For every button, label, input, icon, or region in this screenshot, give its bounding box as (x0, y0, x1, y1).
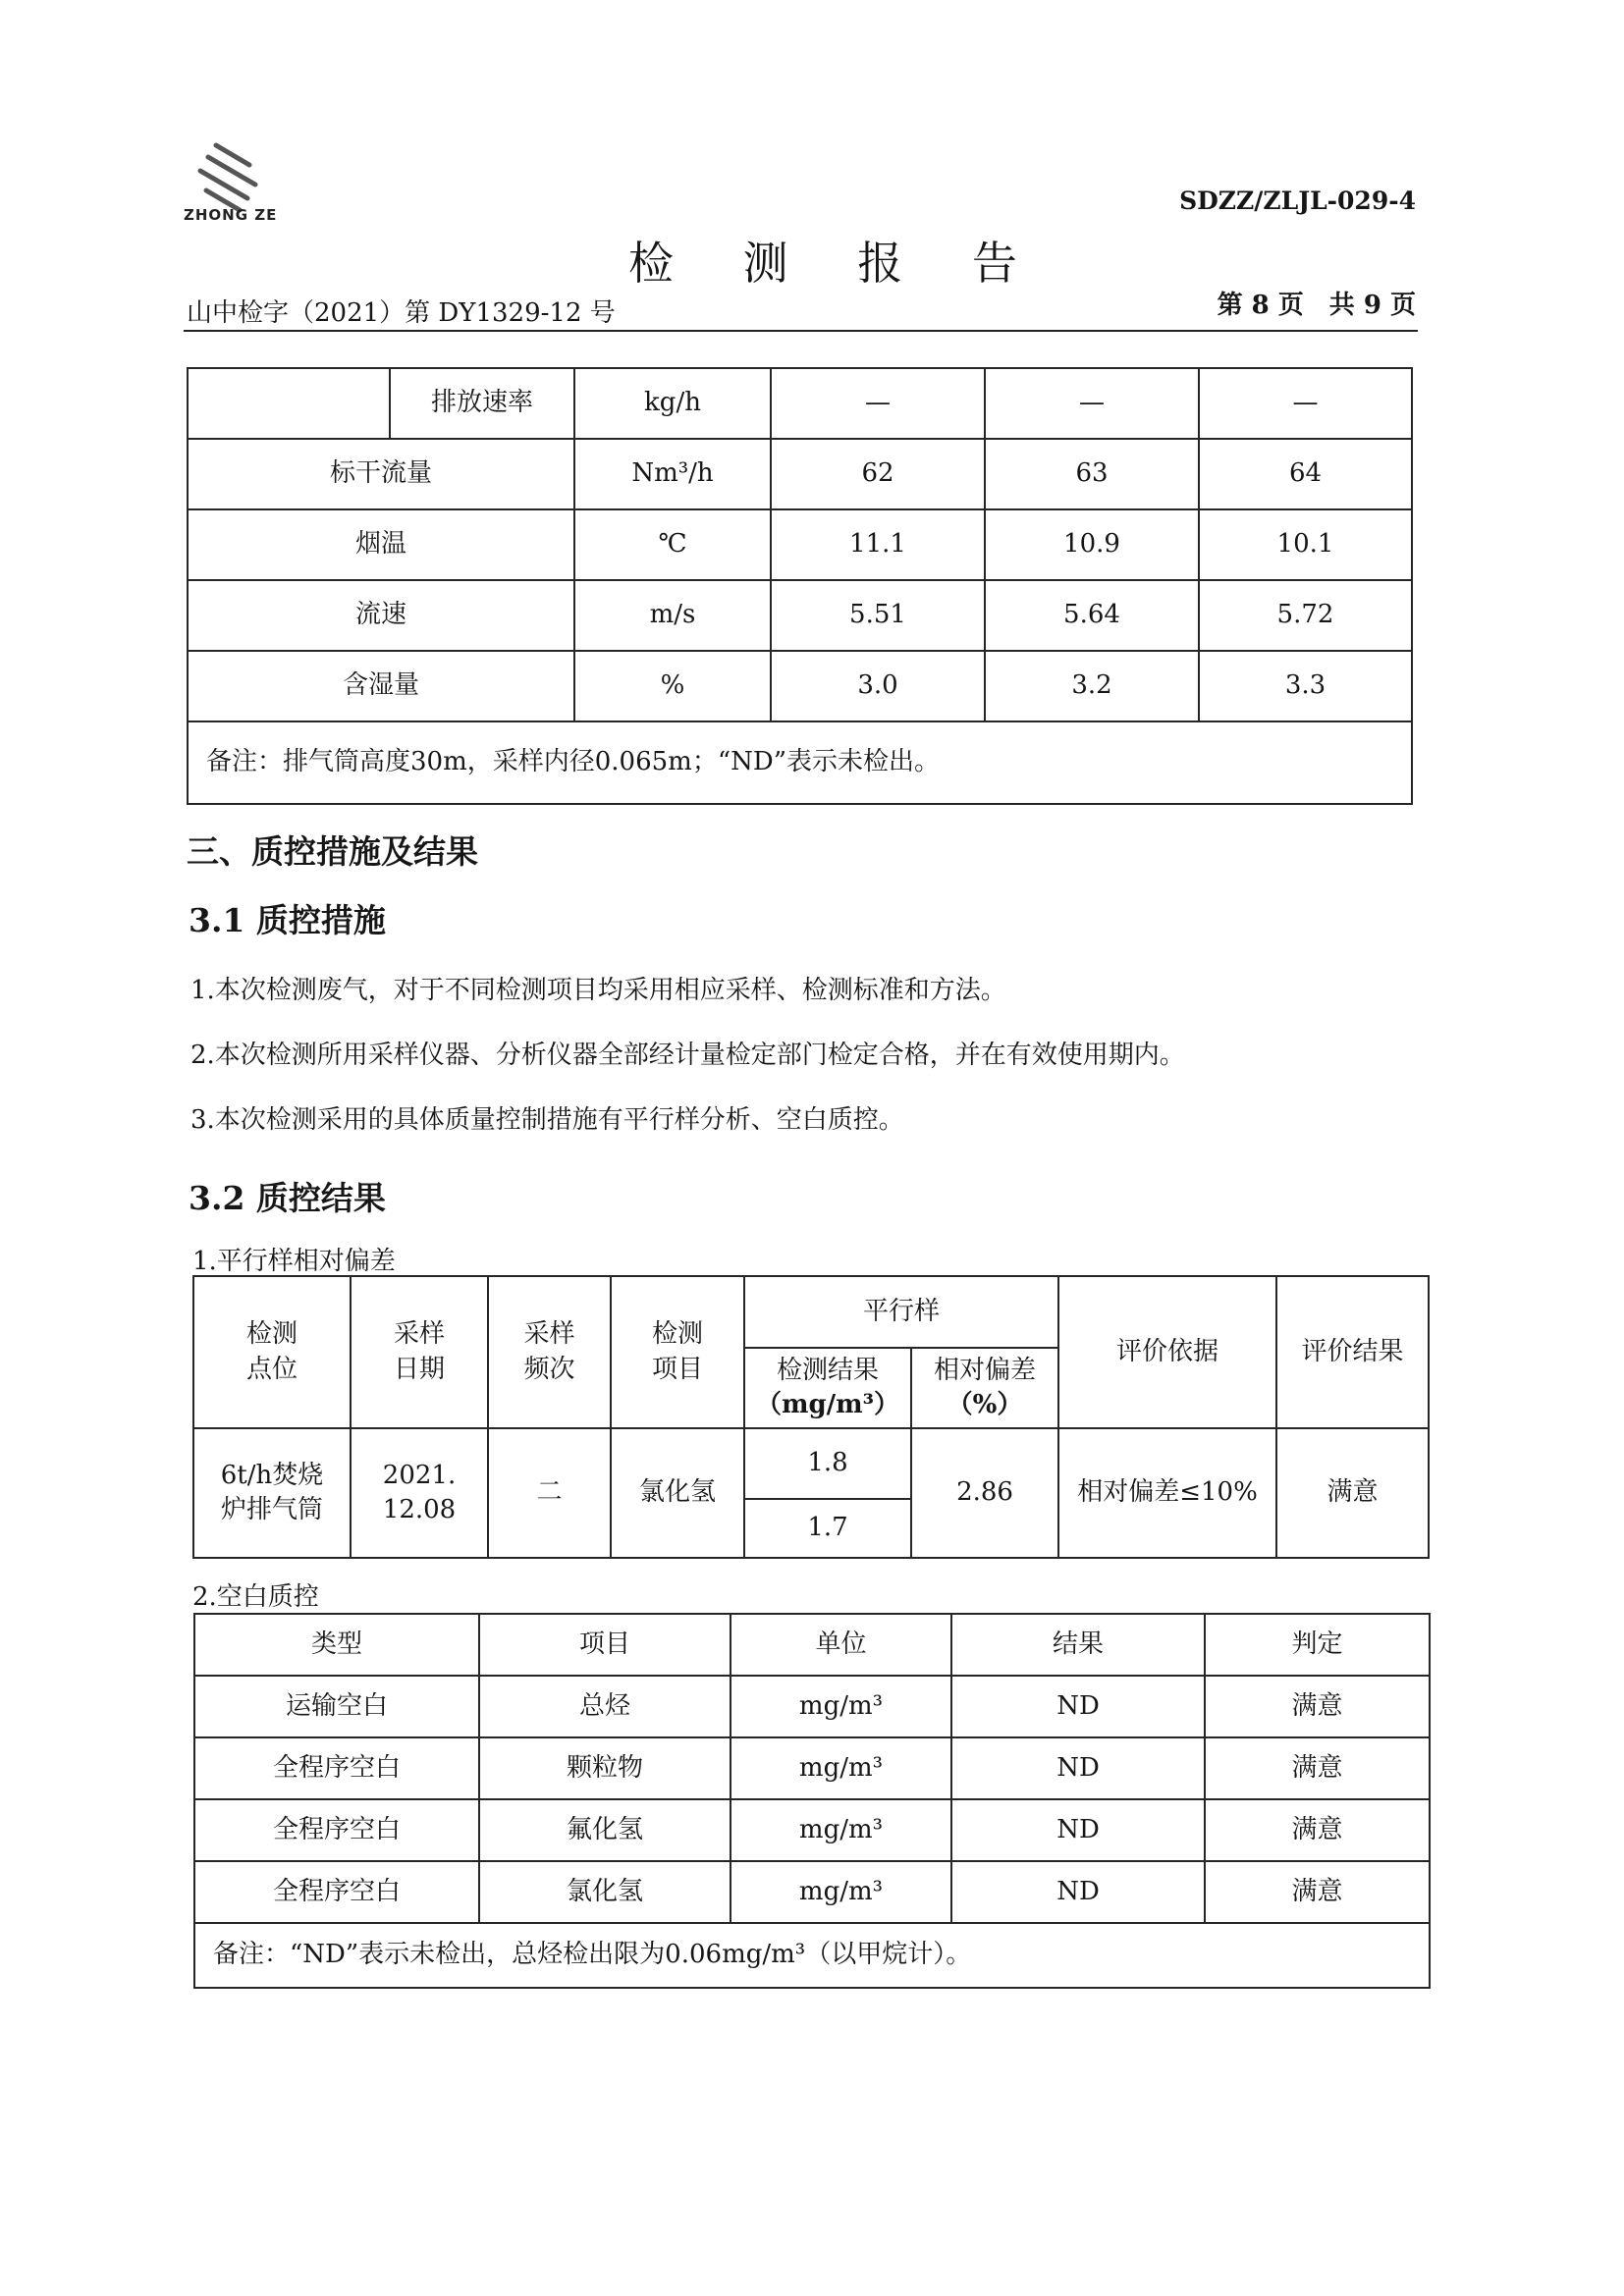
table-cell: 满意 (1205, 1737, 1430, 1799)
document-code: SDZZ/ZLJL-029-4 (1179, 187, 1416, 215)
table-cell: 5.72 (1199, 580, 1412, 651)
table-note-row (188, 721, 1412, 804)
emission-results-table (187, 367, 1413, 805)
table-cell: kg/h (574, 368, 771, 439)
table-cell: 3.0 (771, 651, 985, 721)
header-cell: 单位 (731, 1614, 951, 1676)
table-cell: 满意 (1205, 1861, 1430, 1923)
table-cell: 5.64 (985, 580, 1199, 651)
table-cell: 排放速率 (390, 368, 574, 439)
table-cell: 烟温 (188, 509, 574, 580)
table-cell-empty (188, 368, 390, 439)
table-note: 备注：“ND”表示未检出，总烃检出限为0.06mg/m³（以甲烷计）。 (194, 1923, 1430, 1988)
table-cell: 62 (771, 439, 985, 509)
table-cell: 全程序空白 (194, 1737, 479, 1799)
table-caption: 1.平行样相对偏差 (192, 1247, 396, 1276)
paragraph: 2.本次检测所用采样仪器、分析仪器全部经计量检定部门检定合格，并在有效使用期内。 (190, 1041, 1185, 1070)
cell-deviation: 2.86 (911, 1428, 1058, 1558)
table-cell: 全程序空白 (194, 1799, 479, 1861)
table-cell: ND (951, 1737, 1205, 1799)
header-cell-parallel: 平行样 (744, 1276, 1058, 1348)
table-cell: 氯化氢 (479, 1861, 731, 1923)
table-caption: 2.空白质控 (192, 1582, 319, 1612)
table-cell: 运输空白 (194, 1676, 479, 1737)
cell-result: 1.7 (744, 1499, 911, 1558)
table-cell: 满意 (1205, 1799, 1430, 1861)
table-cell: m/s (574, 580, 771, 651)
blank-qc-table (193, 1613, 1431, 1989)
table-cell: — (985, 368, 1199, 439)
table-cell: mg/m³ (731, 1676, 951, 1737)
table-cell: 总烃 (479, 1676, 731, 1737)
table-cell: mg/m³ (731, 1799, 951, 1861)
table-cell: 颗粒物 (479, 1737, 731, 1799)
table-row (188, 368, 1412, 439)
table-cell: 63 (985, 439, 1199, 509)
cell-frequency: 二 (488, 1428, 611, 1558)
table-cell: 3.2 (985, 651, 1199, 721)
table-row (194, 1737, 1430, 1799)
header-cell: 类型 (194, 1614, 479, 1676)
header-cell: 结果 (951, 1614, 1205, 1676)
cell-result: 1.8 (744, 1428, 911, 1499)
table-cell: 流速 (188, 580, 574, 651)
paragraph: 3.本次检测采用的具体质量控制措施有平行样分析、空白质控。 (190, 1105, 904, 1135)
table-row (188, 651, 1412, 721)
table-note: 备注：排气筒高度30m，采样内径0.065m；“ND”表示未检出。 (188, 721, 1412, 804)
table-cell: 10.1 (1199, 509, 1412, 580)
table-cell: ℃ (574, 509, 771, 580)
table-cell: % (574, 651, 771, 721)
cell-item: 氯化氢 (611, 1428, 744, 1558)
logo-text: ZHONG ZE (184, 206, 278, 224)
header-cell-evaluation: 评价结果 (1276, 1276, 1429, 1428)
header-cell-point: 检测 点位 (193, 1276, 351, 1428)
table-row (194, 1799, 1430, 1861)
header-cell-result: 检测结果 （mg/m³） (744, 1348, 911, 1428)
table-cell: mg/m³ (731, 1737, 951, 1799)
table-cell: — (771, 368, 985, 439)
header-cell-deviation: 相对偏差 （%） (911, 1348, 1058, 1428)
header-cell-basis: 评价依据 (1058, 1276, 1276, 1428)
table-row (194, 1861, 1430, 1923)
table-cell: 11.1 (771, 509, 985, 580)
table-cell: — (1199, 368, 1412, 439)
table-row (188, 509, 1412, 580)
table-cell: ND (951, 1799, 1205, 1861)
report-number: 山中检字（2021）第 DY1329-12 号 (187, 298, 616, 328)
section-heading: 三、质控措施及结果 (187, 832, 478, 871)
subsection-heading: 3.2 质控结果 (189, 1179, 386, 1217)
table-cell: 3.3 (1199, 651, 1412, 721)
header-cell-frequency: 采样 频次 (488, 1276, 611, 1428)
cell-basis: 相对偏差≤10% (1058, 1428, 1276, 1558)
cell-date: 2021. 12.08 (351, 1428, 488, 1558)
table-row (188, 439, 1412, 509)
table-row (193, 1428, 1429, 1499)
table-cell: Nm³/h (574, 439, 771, 509)
table-cell: 标干流量 (188, 439, 574, 509)
table-header-row (194, 1614, 1430, 1676)
table-header-row (193, 1276, 1429, 1348)
table-row (188, 580, 1412, 651)
table-cell: 满意 (1205, 1676, 1430, 1737)
header-cell-date: 采样 日期 (351, 1276, 488, 1428)
table-cell: 5.51 (771, 580, 985, 651)
table-row (194, 1676, 1430, 1737)
table-cell: 氟化氢 (479, 1799, 731, 1861)
table-cell: ND (951, 1861, 1205, 1923)
page-indicator: 第 8 页 共 9 页 (1217, 291, 1416, 320)
table-cell: 64 (1199, 439, 1412, 509)
table-cell: mg/m³ (731, 1861, 951, 1923)
subsection-heading: 3.1 质控措施 (189, 901, 386, 939)
cell-evaluation: 满意 (1276, 1428, 1429, 1558)
document-title: 检 测 报 告 (628, 237, 1045, 290)
header-cell: 项目 (479, 1614, 731, 1676)
header-cell-item: 检测 项目 (611, 1276, 744, 1428)
table-cell: ND (951, 1676, 1205, 1737)
header-cell: 判定 (1205, 1614, 1430, 1676)
parallel-sample-table (192, 1275, 1430, 1559)
paragraph: 1.本次检测废气，对于不同检测项目均采用相应采样、检测标准和方法。 (190, 976, 1006, 1005)
table-cell: 10.9 (985, 509, 1199, 580)
table-note-row (194, 1923, 1430, 1988)
table-cell: 含湿量 (188, 651, 574, 721)
header-divider (184, 330, 1418, 332)
cell-point: 6t/h焚烧 炉排气筒 (193, 1428, 351, 1558)
table-cell: 全程序空白 (194, 1861, 479, 1923)
